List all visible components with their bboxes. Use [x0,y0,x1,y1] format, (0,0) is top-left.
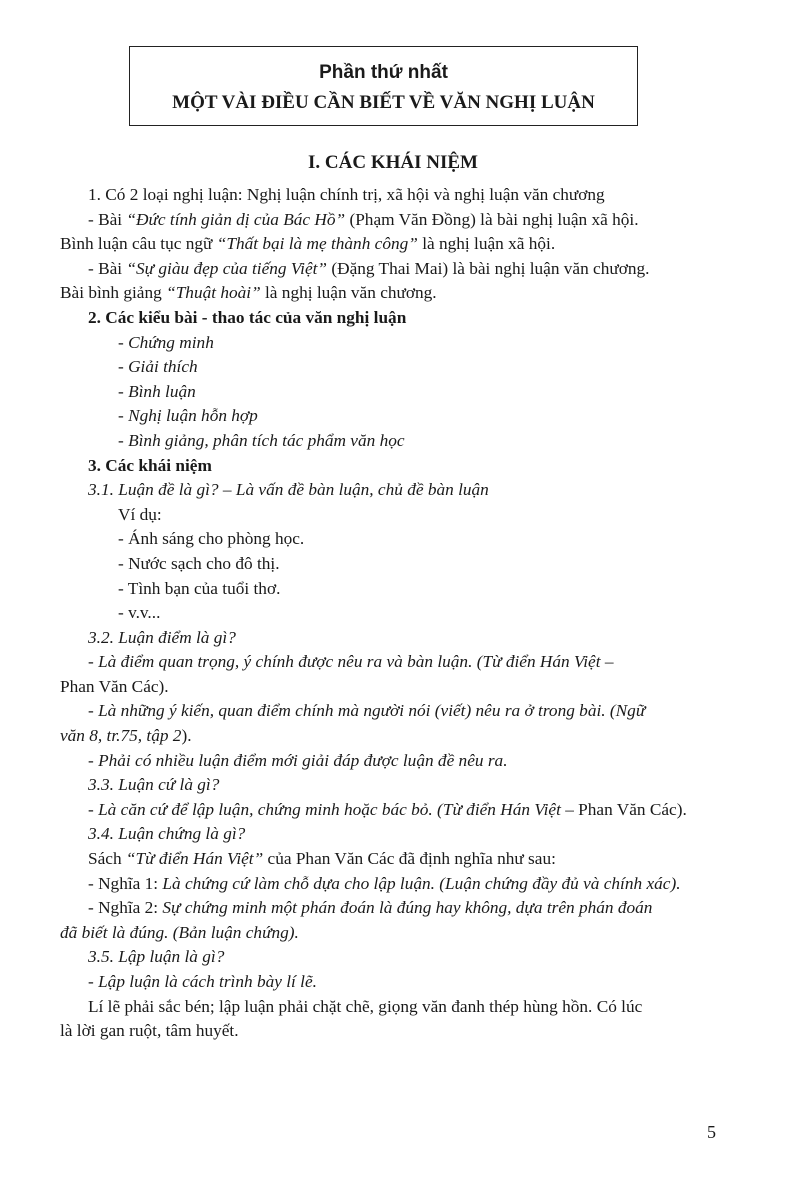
page-body [60,183,733,1044]
source-title: Từ điển Hán Việt [482,652,601,672]
paragraph-2-line-1 [88,208,733,233]
text-span: Sự chứng minh một phán đoán là đúng hay không, dựa trên phán đoán [162,898,653,918]
question-3-3: 3.3. Luận cứ là gì? [88,775,220,795]
definition-3-5: - Lập luận là cách trình bày lí lẽ. [88,972,317,991]
definition-3-4-meaning-2 [88,896,733,921]
definition-3-2-b-cont [60,724,733,749]
subsection-3-heading: 3. Các khái niệm [88,455,212,475]
text-span: Bài bình giảng [60,283,167,303]
source-title: văn 8, tr.75, tập 2 [60,726,182,746]
text-span: là nghị luận văn chương. [260,283,437,303]
text-span: - Bài [88,258,127,278]
chapter-title: MỘT VÀI ĐIỀU CẦN BIẾT VỀ VĂN NGHỊ LUẬN [172,92,595,113]
question-3-4: 3.4. Luận chứng là gì? [88,824,246,844]
list-item: - Giải thích [118,357,198,377]
text-span: - Nghĩa 1: [88,873,163,893]
list-item: - Nghị luận hỗn hợp [118,406,258,426]
text-span: - Là những ý kiến, quan điểm chính mà người nói (viết) nêu ra ở trong bài. ( [88,701,616,721]
closing-line-2: là lời gan ruột, tâm huyết. [60,1021,239,1041]
text-span: - Là điểm quan trọng, ý chính được nêu ra và bàn luận. ( [88,652,483,672]
title-box [129,46,638,126]
work-title: “Đức tính giản dị của Bác Hồ” [126,209,346,229]
section-heading: I. CÁC KHÁI NIỆM [308,152,478,173]
definition-3-2-a [88,650,733,675]
text-span: ). [181,726,192,746]
work-title: “Thuật hoài” [166,283,261,303]
list-item: - Bình luận [118,381,196,401]
text-span: – [600,652,614,672]
text-span: Là chứng cứ làm chỗ dựa cho lập luận. (Luận chứng đầy đủ và chính xác). [162,873,681,893]
text-span: là nghị luận xã hội. [417,234,556,254]
list-item: - Tình bạn của tuổi thơ. [118,578,281,598]
work-title: “Sự giàu đẹp của tiếng Việt” [126,258,328,278]
closing-line-1: Lí lẽ phải sắc bén; lập luận phải chặt chẽ, giọng văn đanh thép hùng hồn. Có lúc [88,996,643,1016]
proverb: “Thất bại là mẹ thành công” [216,234,418,254]
question-3-2: 3.2. Luận điểm là gì? [88,627,236,647]
paragraph-3-line-1 [88,257,733,282]
paragraph-2-line-2 [60,232,733,257]
source-title: Ngữ [615,701,646,721]
text-span: (Đặng Thai Mai) là bài nghị luận văn chương. [327,258,650,278]
list-item: - Chứng minh [118,332,214,352]
page-number: 5 [707,1122,716,1142]
definition-3-2-a-cont: Phan Văn Các). [60,676,169,696]
definition-3-4-meaning-1 [88,872,733,897]
list-item: - v.v... [118,603,161,623]
definition-3-2-c: - Phải có nhiều luận điểm mới giải đáp được luận đề nêu ra. [88,750,508,770]
source-title: “Từ điển Hán Việt” [125,849,264,869]
question-3-5: 3.5. Lập luận là gì? [88,947,225,967]
text-span: - Bài [88,209,127,229]
text-span: của Phan Văn Các đã định nghĩa như sau: [263,849,556,869]
question-3-1: 3.1. Luận đề là gì? – Là vấn đề bàn luận, chủ đề bàn luận [88,480,489,500]
subsection-2-heading: 2. Các kiểu bài - thao tác của văn nghị luận [88,307,407,327]
text-span: Bình luận câu tục ngữ [60,234,217,254]
source-title: Từ điển Hán Việt [442,799,561,819]
paragraph-1: 1. Có 2 loại nghị luận: Nghị luận chính trị, xã hội và nghị luận văn chương [88,185,605,204]
list-item: - Nước sạch cho đô thị. [118,553,280,573]
paragraph-3-line-2 [60,281,733,306]
text-span: - Là căn cứ để lập luận, chứng minh hoặc bác bỏ. ( [88,799,443,819]
definition-3-4-meaning-2-cont: đã biết là đúng. (Bản luận chứng). [60,922,299,942]
text-span: – Phan Văn Các). [560,799,687,819]
definition-3-3 [88,798,733,823]
text-span: - Nghĩa 2: [88,898,163,918]
list-item: - Bình giảng, phân tích tác phẩm văn học [118,430,405,450]
definition-3-2-b [88,699,733,724]
text-span: Sách [88,849,126,869]
part-label: Phần thứ nhất [319,62,448,83]
text-span: (Phạm Văn Đồng) là bài nghị luận xã hội. [345,209,639,229]
definition-3-4-intro [88,847,733,872]
example-label: Ví dụ: [118,504,162,524]
list-item: - Ánh sáng cho phòng học. [118,529,305,549]
